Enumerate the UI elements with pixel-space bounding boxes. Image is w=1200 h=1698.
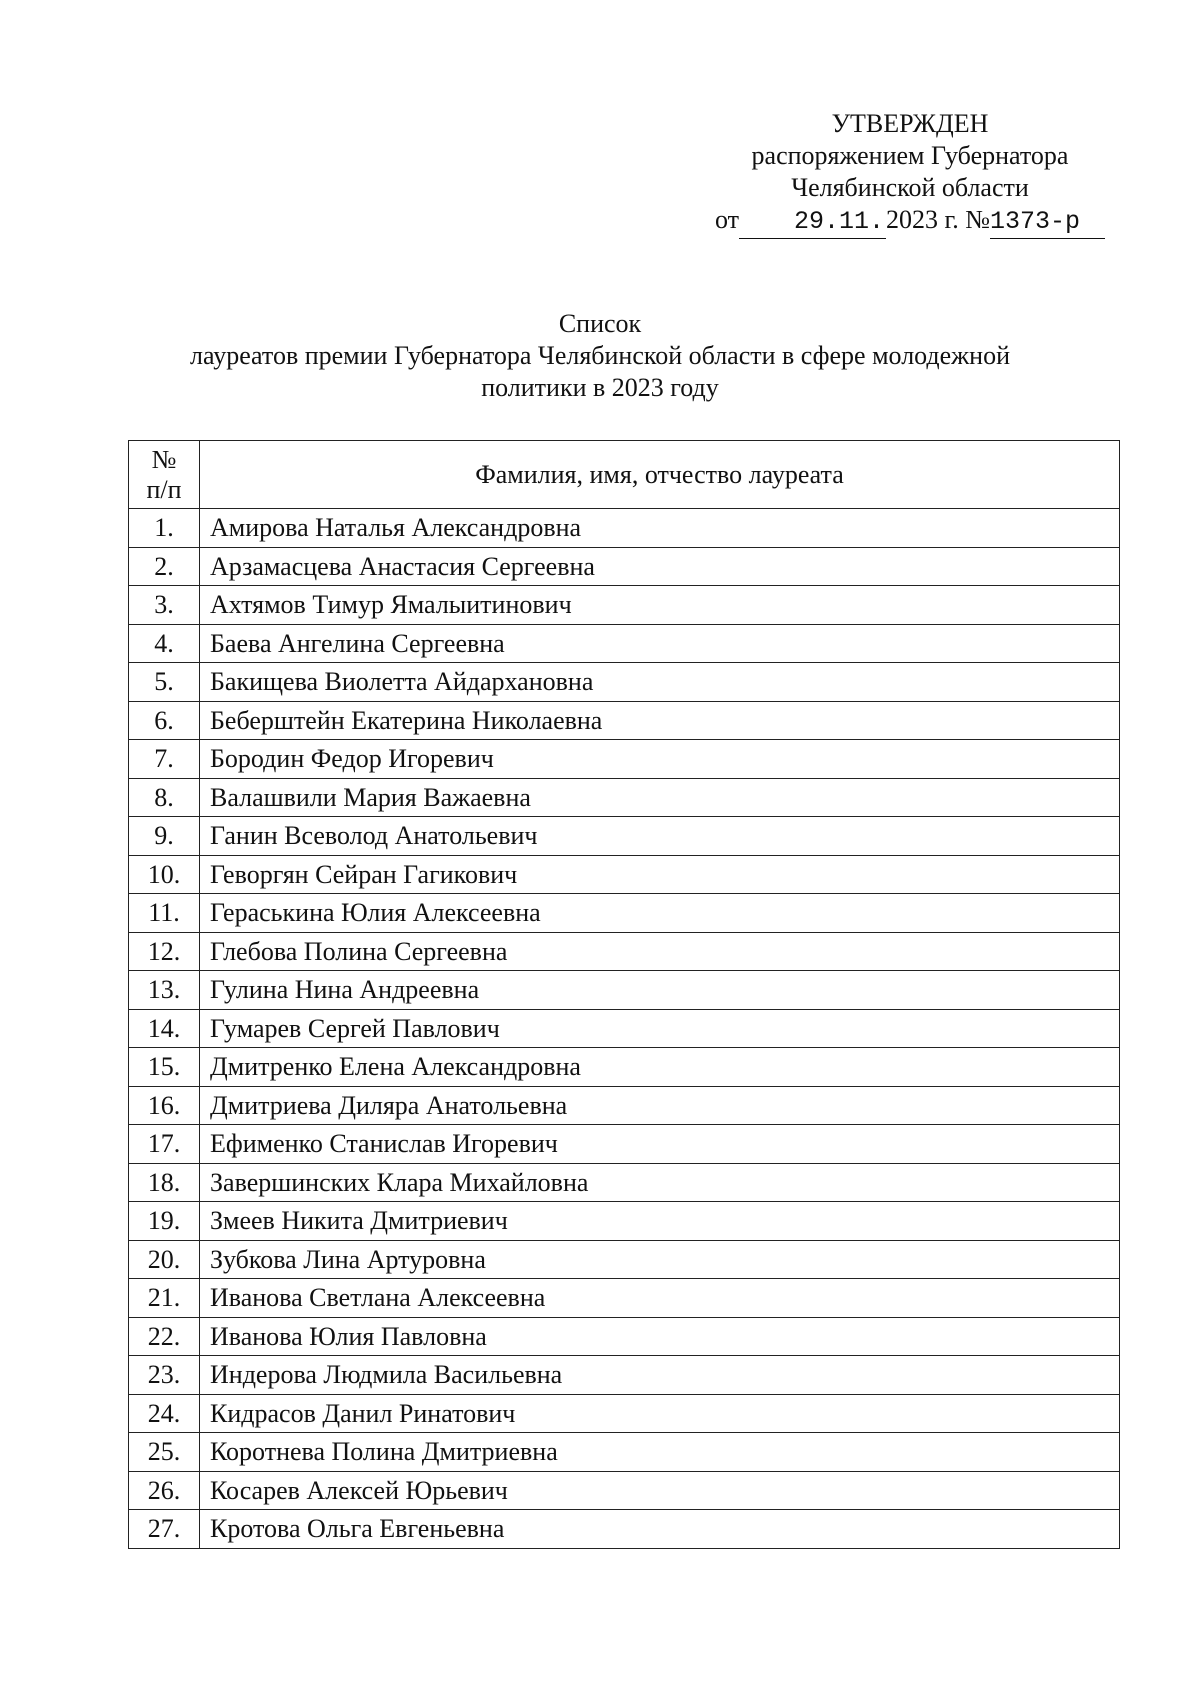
approval-heading: УТВЕРЖДЕН: [831, 109, 989, 138]
laureate-name: Косарев Алексей Юрьевич: [200, 1471, 1120, 1510]
table-row: [129, 509, 1120, 548]
laureate-name: Геворгян Сейран Гагикович: [200, 855, 1120, 894]
row-number: 26.: [129, 1471, 200, 1510]
approval-year-text: 2023 г. №: [885, 205, 991, 234]
laureate-name: Баева Ангелина Сергеевна: [200, 624, 1120, 663]
laureate-name: Ахтямов Тимур Ямалыитинович: [200, 586, 1120, 625]
table-row: [129, 1279, 1120, 1318]
laureate-name: Амирова Наталья Александровна: [200, 509, 1120, 548]
table-row: [129, 1433, 1120, 1472]
table-row: [129, 740, 1120, 779]
row-number: 15.: [129, 1048, 200, 1087]
laureate-name: Коротнева Полина Дмитриевна: [200, 1433, 1120, 1472]
row-number: 4.: [129, 624, 200, 663]
table-row: [129, 1240, 1120, 1279]
title-line-3: политики в 2023 году: [481, 373, 719, 402]
table-row: [129, 586, 1120, 625]
table-row: [129, 1317, 1120, 1356]
table-row: [129, 1356, 1120, 1395]
row-number: 6.: [129, 701, 200, 740]
row-number: 23.: [129, 1356, 200, 1395]
table-row: [129, 855, 1120, 894]
table-row: [129, 1471, 1120, 1510]
laureate-name: Завершинских Клара Михайловна: [200, 1163, 1120, 1202]
row-number: 21.: [129, 1279, 200, 1318]
laureate-name: Зубкова Лина Артуровна: [200, 1240, 1120, 1279]
laureate-name: Ганин Всеволод Анатольевич: [200, 817, 1120, 856]
approval-number-value: 1373-р: [990, 206, 1105, 239]
row-number: 13.: [129, 971, 200, 1010]
row-number: 20.: [129, 1240, 200, 1279]
approval-block: [700, 108, 1120, 239]
table-row: [129, 624, 1120, 663]
row-number: 16.: [129, 1086, 200, 1125]
row-number: 18.: [129, 1163, 200, 1202]
name-column-header: Фамилия, имя, отчество лауреата: [200, 441, 1120, 509]
row-number: 9.: [129, 817, 200, 856]
table-row: [129, 932, 1120, 971]
laureate-name: Валашвили Мария Важаевна: [200, 778, 1120, 817]
laureate-name: Иванова Юлия Павловна: [200, 1317, 1120, 1356]
table-row: [129, 547, 1120, 586]
laureate-name: Гулина Нина Андреевна: [200, 971, 1120, 1010]
num-header-abbrev: п/п: [146, 474, 182, 504]
row-number: 2.: [129, 547, 200, 586]
laureate-name: Дмитриева Диляра Анатольевна: [200, 1086, 1120, 1125]
row-number: 10.: [129, 855, 200, 894]
table-row: [129, 1394, 1120, 1433]
laureate-name: Змеев Никита Дмитриевич: [200, 1202, 1120, 1241]
laureate-name: Арзамасцева Анастасия Сергеевна: [200, 547, 1120, 586]
num-column-header: [129, 441, 200, 509]
table-header-row: [129, 441, 1120, 509]
row-number: 11.: [129, 894, 200, 933]
laureate-name: Глебова Полина Сергеевна: [200, 932, 1120, 971]
row-number: 27.: [129, 1510, 200, 1549]
table-row: [129, 1510, 1120, 1549]
approval-issuer: распоряжением Губернатора: [751, 141, 1069, 170]
approval-region: Челябинской области: [791, 173, 1029, 202]
laureate-name: Бородин Федор Игоревич: [200, 740, 1120, 779]
row-number: 22.: [129, 1317, 200, 1356]
row-number: 8.: [129, 778, 200, 817]
table-row: [129, 1086, 1120, 1125]
row-number: 14.: [129, 1009, 200, 1048]
row-number: 5.: [129, 663, 200, 702]
table-row: [129, 1125, 1120, 1164]
row-number: 1.: [129, 509, 200, 548]
row-number: 25.: [129, 1433, 200, 1472]
row-number: 17.: [129, 1125, 200, 1164]
approval-date-line: [700, 204, 1120, 239]
num-header-symbol: №: [151, 444, 177, 474]
laureates-table: [128, 440, 1120, 1549]
row-number: 24.: [129, 1394, 200, 1433]
laureate-name: Кидрасов Данил Ринатович: [200, 1394, 1120, 1433]
table-row: [129, 778, 1120, 817]
row-number: 19.: [129, 1202, 200, 1241]
table-row: [129, 1163, 1120, 1202]
laureate-name: Бакищева Виолетта Айдархановна: [200, 663, 1120, 702]
document-title: [150, 308, 1050, 404]
laureate-name: Дмитренко Елена Александровна: [200, 1048, 1120, 1087]
laureate-name: Индерова Людмила Васильевна: [200, 1356, 1120, 1395]
table-row: [129, 817, 1120, 856]
approval-date-value: 29.11.: [739, 206, 886, 239]
table-row: [129, 894, 1120, 933]
laureate-name: Иванова Светлана Алексеевна: [200, 1279, 1120, 1318]
table-row: [129, 663, 1120, 702]
table-row: [129, 701, 1120, 740]
laureate-name: Гераськина Юлия Алексеевна: [200, 894, 1120, 933]
laureate-name: Кротова Ольга Евгеньевна: [200, 1510, 1120, 1549]
laureate-name: Ефименко Станислав Игоревич: [200, 1125, 1120, 1164]
row-number: 12.: [129, 932, 200, 971]
row-number: 7.: [129, 740, 200, 779]
table-body: [129, 509, 1120, 1549]
approval-date-prefix: от: [714, 205, 739, 234]
laureate-name: Беберштейн Екатерина Николаевна: [200, 701, 1120, 740]
title-line-1: Список: [558, 309, 642, 338]
title-line-2: лауреатов премии Губернатора Челябинской области в сфере молодежной: [190, 341, 1010, 370]
laureate-name: Гумарев Сергей Павлович: [200, 1009, 1120, 1048]
table-row: [129, 971, 1120, 1010]
table-row: [129, 1048, 1120, 1087]
row-number: 3.: [129, 586, 200, 625]
table-row: [129, 1009, 1120, 1048]
table-row: [129, 1202, 1120, 1241]
